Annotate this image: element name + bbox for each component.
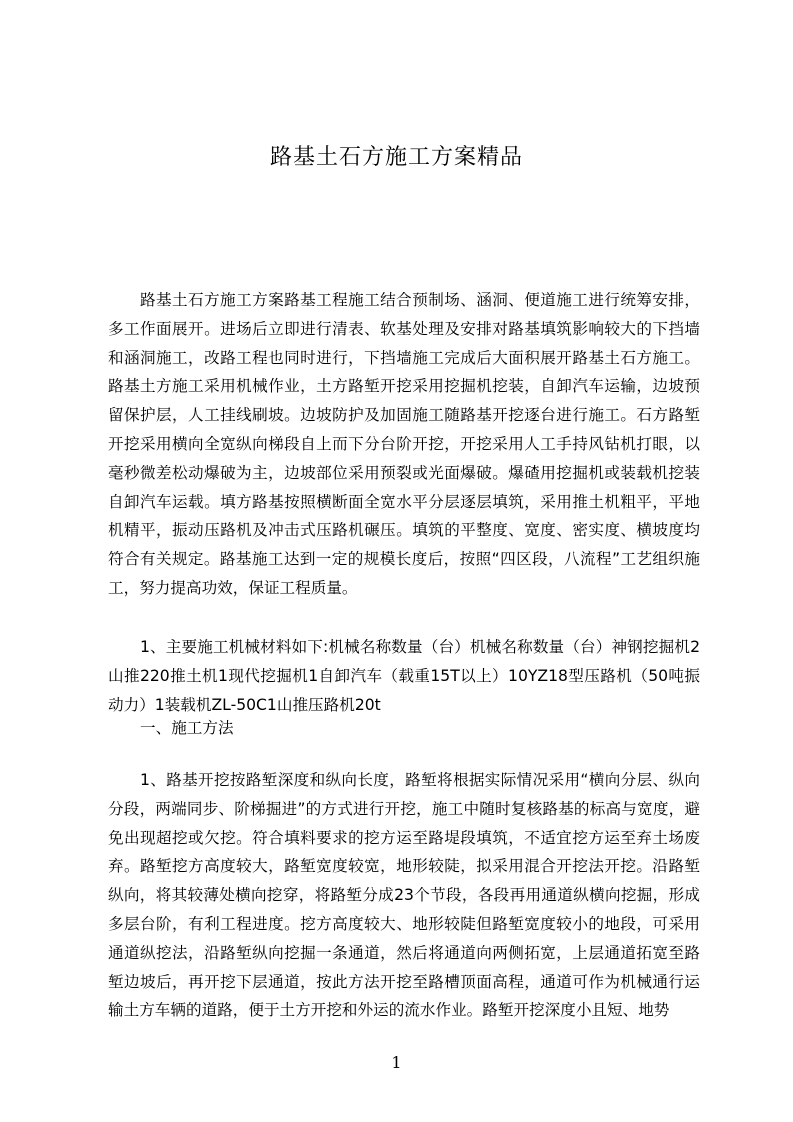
- page-number: 1: [391, 1053, 402, 1072]
- paragraph-machinery-list: 1、主要施工机械材料如下:机械名称数量（台）机械名称数量（台）神钢挖掘机2山推220推土机1现代挖掘机1自卸汽车（载重15T以上）10YZ18型压路机（50吨振动力）1装载机ZL-50C1山推压路机20t: [108, 638, 700, 714]
- section-heading-construction-method: 一、施工方法: [140, 719, 234, 737]
- document-title: 路基土石方施工方案精品: [269, 145, 523, 170]
- paragraph-excavation-method: 1、路基开挖按路堑深度和纵向长度，路堑将根据实际情况采用“横向分层、纵向分段，两端同步、阶梯掘进”的方式进行开挖，施工中随时复核路基的标高与宽度，避免出现超挖或欠挖。符合填料要求的挖方运至路堤段填筑，不适宜挖方运至弃土场废弃。路堑挖方高度较大，路堑宽度较宽，地形较陡，拟采用混合开挖法开挖。沿路堑纵向，将其较薄处横向挖穿，将路堑分成23个节段，各段再用通道纵横向挖掘，形成多层台阶，有利工程进度。挖方高度较大、地形较陡但路堑宽度较小的地段，可采用通道纵挖法，沿路堑纵向挖掘一条通道，然后将通道向两侧拓宽，上层通道拓宽至路堑边坡后，再开挖下层通道，按此方法开挖至路槽顶面高程，通道可作为机械通行运输土方车辆的道路，便于土方开挖和外运的流水作业。路堑开挖深度小且短、地势: [108, 771, 700, 1020]
- paragraph-construction-plan: 路基土石方施工方案路基工程施工结合预制场、涵洞、便道施工进行统筹安排，多工作面展开。进场后立即进行清表、软基处理及安排对路基填筑影响较大的下挡墙和涵洞施工，改路工程也同时进行，下挡墙施工完成后大面积展开路基土石方施工。路基土方施工采用机械作业，土方路堑开挖采用挖掘机挖装，自卸汽车运输，边坡预留保护层，人工挂线刷坡。边坡防护及加固施工随路基开挖逐台进行施工。石方路堑开挖采用横向全宽纵向梯段自上而下分台阶开挖，开挖采用人工手持风钻机打眼，以毫秒微差松动爆破为主，边坡部位采用预裂或光面爆破。爆碴用挖掘机或装载机挖装自卸汽车运载。填方路基按照横断面全宽水平分层逐层填筑，采用推土机粗平，平地机精平，振动压路机及冲击式压路机碾压。填筑的平整度、宽度、密实度、横坡度均符合有关规定。路基施工达到一定的规模长度后，按照“四区段，八流程”工艺组织施工，努力提高功效，保证工程质量。: [108, 291, 700, 597]
